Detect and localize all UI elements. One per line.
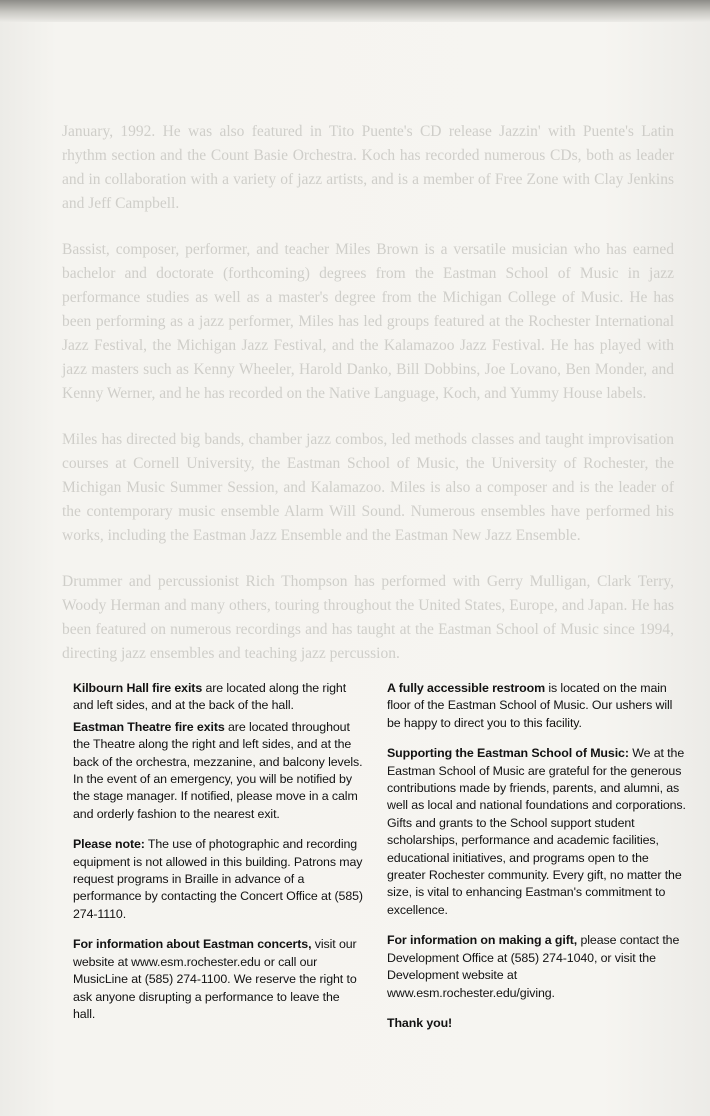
show-through-text <box>62 120 674 688</box>
notice-text: please contact the Development Office at (585) 274-1040, or visit the Development website at www.esm.rochester.edu/giving. <box>387 933 680 1000</box>
notice-text: are located throughout the Theatre along the right and left sides, and at the back of the orchestra, mezzanine, and balcony levels. In the event of an emergency, you will be notified by the stage manager. If notified, please move in a calm and orderly fashion to the nearest exit. <box>73 719 363 821</box>
notice-text: are located along the right and left sides, and at the back of the hall. <box>73 681 347 713</box>
page-top-edge <box>0 0 710 22</box>
left-notice-column <box>73 680 363 1036</box>
right-notice-column <box>387 680 687 1045</box>
recording-notice <box>73 836 363 923</box>
gift-info-notice <box>387 932 687 1002</box>
notice-text: The use of photographic and recording equipment is not allowed in this building. Patrons may request programs in Braille in advance of a performance by contacting the Concert Office at (585) 274-1110. <box>73 837 363 921</box>
notice-heading: A fully accessible restroom <box>387 681 545 695</box>
restroom-notice <box>387 680 687 732</box>
kilbourn-fire-exits-notice <box>73 680 363 715</box>
notice-heading: For information on making a gift, <box>387 933 578 948</box>
notice-heading: For information about Eastman concerts, <box>73 937 312 952</box>
concert-info-notice <box>73 936 363 1023</box>
notice-heading: Eastman Theatre fire exits <box>73 719 225 734</box>
show-through-paragraph: Drummer and percussionist Rich Thompson has performed with Gerry Mulligan, Clark Terry, Woody Herman and many others, touring throughout the United States, Europe, and Japan. He has been featured on numerous recordings and has taught at the Eastman School of Music since 1994, directing jazz ensembles and teaching jazz percussion. <box>62 573 674 662</box>
notice-heading: Thank you! <box>387 1015 453 1030</box>
notice-heading: Supporting the Eastman School of Music: <box>387 746 629 761</box>
show-through-paragraph: Miles has directed big bands, chamber jazz combos, led methods classes and taught improvisation courses at Cornell University, the Eastman School of Music, the University of Rochester, the Michigan Music Summer Session, and Kalamazoo. Miles is also a composer and is the leader of the contemporary music ensemble Alarm Will Sound. Numerous ensembles have performed his works, including the Eastman Jazz Ensemble and the Eastman New Jazz Ensemble. <box>62 431 674 544</box>
notice-heading: Kilbourn Hall fire exits <box>73 681 203 695</box>
notice-text: is located on the main floor of the Eastman School of Music. Our ushers will be happy to direct you to this facility. <box>387 681 673 730</box>
support-eastman-notice <box>387 745 687 919</box>
show-through-paragraph: January, 1992. He was also featured in Tito Puente's CD release Jazzin' with Puente's Latin rhythm section and the Count Basie Orchestra. Koch has recorded numerous CDs, both as leader and in collaboration with a variety of jazz artists, and is a member of Free Zone with Clay Jenkins and Jeff Campbell. <box>62 123 674 212</box>
theatre-fire-exits-notice <box>73 719 363 823</box>
notice-text: We at the Eastman School of Music are grateful for the generous contributions made by friends, parents, and alumni, as well as local and national foundations and corporations. Gifts and grants to the School support student scholarships, performance and academic facilities, educational initiatives, and programs open to the greater Rochester community. Every gift, no matter the size, is vital to enhancing Eastman's commitment to excellence. <box>387 746 686 917</box>
notice-heading: Please note: <box>73 837 145 852</box>
show-through-paragraph: Bassist, composer, performer, and teacher Miles Brown is a versatile musician who has earned bachelor and doctorate (forthcoming) degrees from the Eastman School of Music in jazz performance studies as well as a master's degree from the Michigan College of Music. He has been performing as a jazz performer, Miles has led groups featured at the Rochester International Jazz Festival, the Michigan Jazz Festival, and the Kalamazoo Jazz Festival. He has played with jazz masters such as Kenny Wheeler, Harold Danko, Bill Dobbins, Joe Lovano, Ben Monder, and Kenny Werner, and he has recorded on the Native Language, Koch, and Yummy House labels. <box>62 241 674 402</box>
notice-text: visit our website at www.esm.rochester.edu or call our MusicLine at (585) 274-1100. We reserve the right to ask anyone disrupting a performance to leave the hall. <box>73 937 357 1021</box>
thank-you-note <box>387 1015 687 1032</box>
